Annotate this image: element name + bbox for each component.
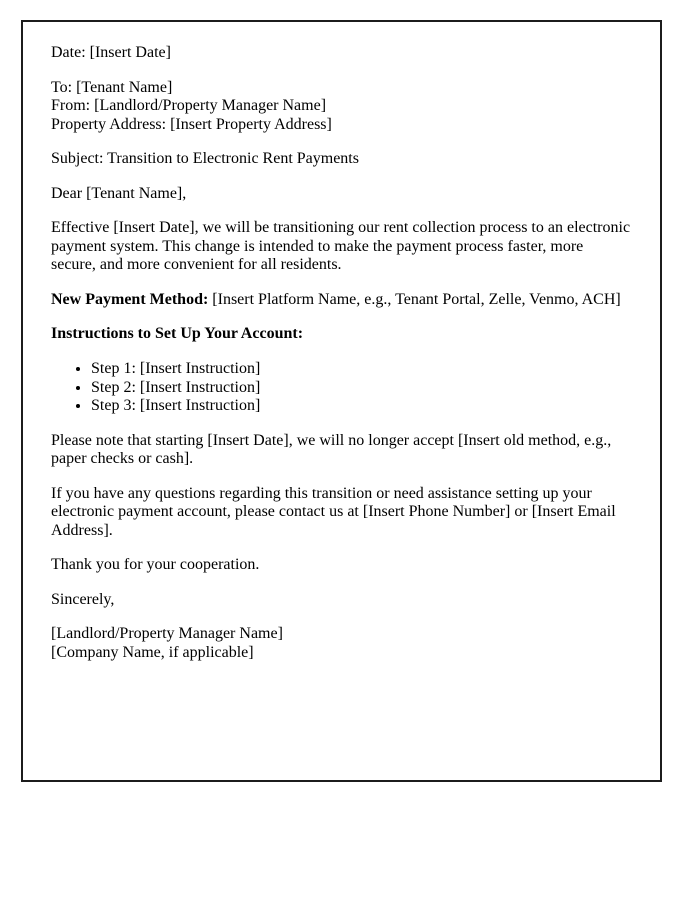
deadline-paragraph: Please note that starting [Insert Date], we will no longer accept [Insert old method, e.g., paper checks or cash].: [51, 431, 612, 468]
payment-method-line: [51, 291, 632, 310]
subject-line: Subject: Transition to Electronic Rent Payments: [51, 150, 359, 168]
closing: Sincerely,: [51, 590, 115, 608]
setup-steps-list: [51, 360, 632, 416]
from-line: From: [Landlord/Property Manager Name]: [51, 97, 327, 115]
instructions-heading: Instructions to Set Up Your Account:: [51, 325, 304, 343]
recipient-block: [51, 79, 632, 135]
payment-method-value: [Insert Platform Name, e.g., Tenant Portal, Zelle, Venmo, ACH]: [212, 290, 621, 308]
thanks-line: Thank you for your cooperation.: [51, 556, 260, 574]
date-line: Date: [Insert Date]: [51, 44, 171, 61]
property-address-line: Property Address: [Insert Property Address]: [51, 115, 332, 133]
intro-paragraph: Effective [Insert Date], we will be transitioning our rent collection process to an electronic payment system. This change is intended to make the payment process faster, more secure, and more convenient for all residents.: [51, 219, 631, 274]
salutation: Dear [Tenant Name],: [51, 184, 187, 202]
to-line: To: [Tenant Name]: [51, 78, 173, 96]
signature-company: [Company Name, if applicable]: [51, 644, 254, 662]
letter-page: [21, 20, 662, 782]
list-item: • Step 3: [Insert Instruction]: [91, 397, 632, 416]
signature-name: [Landlord/Property Manager Name]: [51, 625, 283, 643]
payment-method-label: New Payment Method:: [51, 290, 209, 308]
list-item: • Step 2: [Insert Instruction]: [91, 379, 632, 398]
list-item: • Step 1: [Insert Instruction]: [91, 360, 632, 379]
contact-paragraph: If you have any questions regarding this transition or need assistance setting up your electronic payment account, please contact us at [Insert Phone Number] or [Insert Email Address].: [51, 484, 616, 539]
signature-block: [51, 625, 632, 662]
